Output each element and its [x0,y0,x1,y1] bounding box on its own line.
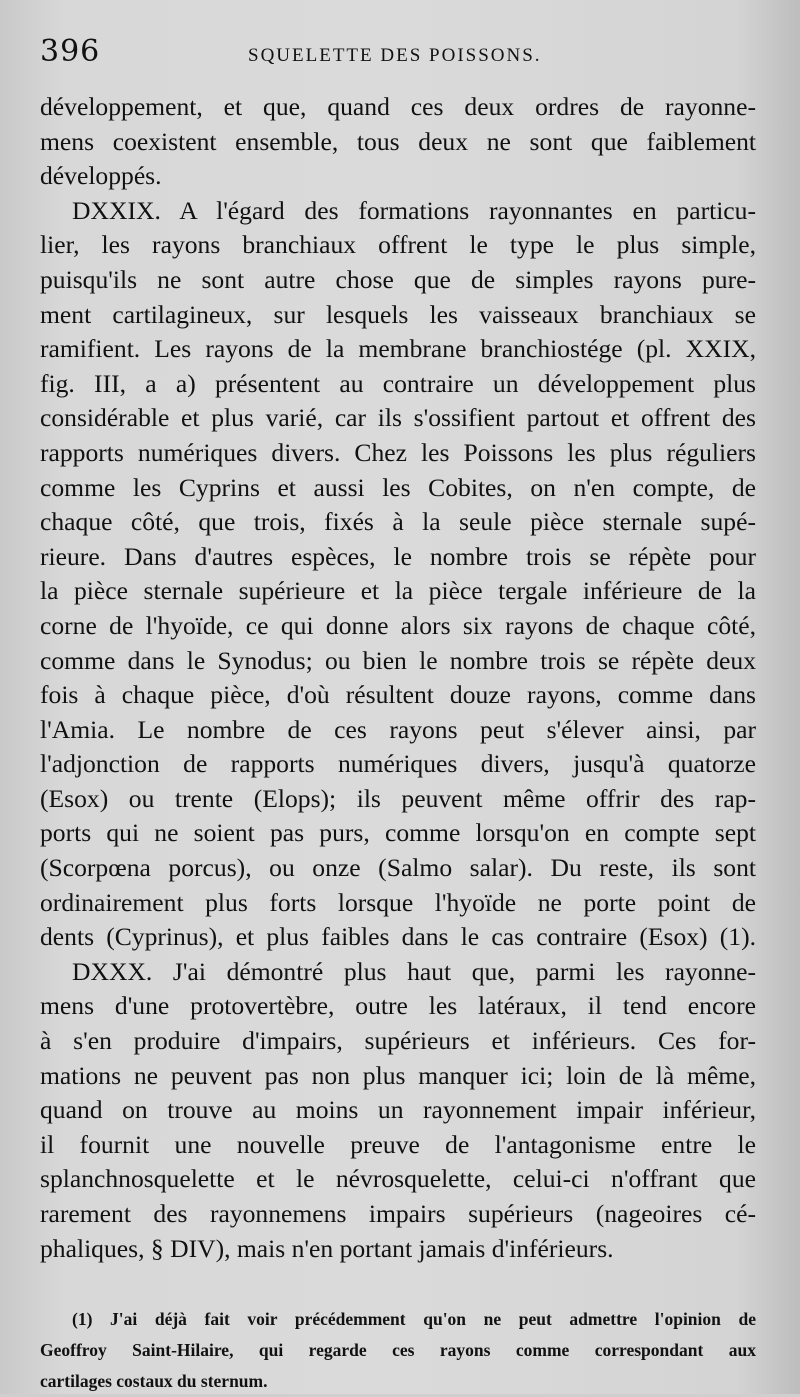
page-number: 396 [40,34,101,69]
text-line: mens d'une protovertèbre, outre les latéraux, il tend encore [40,991,756,1021]
text-line: rapports numériques divers. Chez les Poissons les plus réguliers [40,437,756,467]
text-line: ramifient. Les rayons de la membrane branchiostége (pl. XXIX, [40,334,756,364]
text-line: considérable et plus varié, car ils s'ossifient partout et offrent des [40,403,756,433]
text-line: fois à chaque pièce, d'où résultent douze rayons, comme dans [40,680,756,710]
text-line: (Esox) ou trente (Elops); ils peuvent même offrir des rap- [40,783,756,813]
text-line: l'adjonction de rapports numériques divers, jusqu'à quatorze [40,749,756,779]
text-line: comme les Cyprins et aussi les Cobites, on n'en compte, de [40,472,756,502]
text-line: chaque côté, que trois, fixés à la seule pièce sternale supé- [40,507,756,537]
text-line: quand on trouve au moins un rayonnement impair inférieur, [40,1095,756,1125]
text-line: développés. [40,161,162,191]
footnote-line: Geoffroy Saint-Hilaire, qui regarde ces rayons comme correspondant aux [40,1340,756,1361]
text-line: comme dans le Synodus; ou bien le nombre trois se répète deux [40,645,756,675]
text-line: développement, et que, quand ces deux ordres de rayonne- [40,92,756,121]
footnote-line: cartilages costaux du sternum. [40,1371,268,1392]
text-line: ordinairement plus forts lorsque l'hyoïde ne porte point de [40,887,756,917]
text-line: phaliques, § DIV), mais n'en portant jamais d'inférieurs. [40,1233,614,1263]
text-line: lier, les rayons branchiaux offrent le type le plus simple, [40,230,756,260]
running-title: SQUELETTE DES POISSONS. [248,45,542,66]
text-line: la pièce sternale supérieure et la pièce tergale inférieure de la [40,576,756,606]
text-line: dents (Cyprinus), et plus faibles dans le cas contraire (Esox) (1). [40,922,756,952]
page-header [40,34,756,84]
text-line: rarement des rayonnemens impairs supérieurs (nageoires cé- [40,1199,756,1228]
text-line: à s'en produire d'impairs, supérieurs et inférieurs. Ces for- [40,1026,756,1056]
text-line: rieure. Dans d'autres espèces, le nombre trois se répète pour [40,541,756,571]
text-line: DXXX. J'ai démontré plus haut que, parmi les rayonne- [72,956,756,986]
text-line: DXXIX. A l'égard des formations rayonnantes en particu- [72,195,756,225]
text-line: ports qui ne soient pas purs, comme lorsqu'on en compte sept [40,818,756,848]
text-line: fig. III, a a) présentent au contraire un développement plus [40,368,756,398]
footnote-line: (1) J'ai déjà fait voir précédemment qu'on ne peut admettre l'opinion de [72,1309,756,1330]
text-line: mations ne peuvent pas non plus manquer ici; loin de là même, [40,1060,756,1090]
text-line: ment cartilagineux, sur lesquels les vaisseaux branchiaux se [40,299,756,329]
text-line: mens coexistent ensemble, tous deux ne sont que faiblement [40,126,756,156]
body-text [40,90,756,1266]
text-line: l'Amia. Le nombre de ces rayons peut s'élever ainsi, par [40,714,756,744]
text-line: puisqu'ils ne sont autre chose que de simples rayons pure- [40,264,756,294]
text-line: splanchnosquelette et le névrosquelette, celui-ci n'offrant que [40,1164,756,1194]
text-line: corne de l'hyoïde, ce qui donne alors six rayons de chaque côté, [40,610,756,640]
text-line: (Scorpœna porcus), ou onze (Salmo salar). Du reste, ils sont [40,853,756,883]
text-line: il fournit une nouvelle preuve de l'antagonisme entre le [40,1129,756,1159]
footnote [40,1304,756,1397]
